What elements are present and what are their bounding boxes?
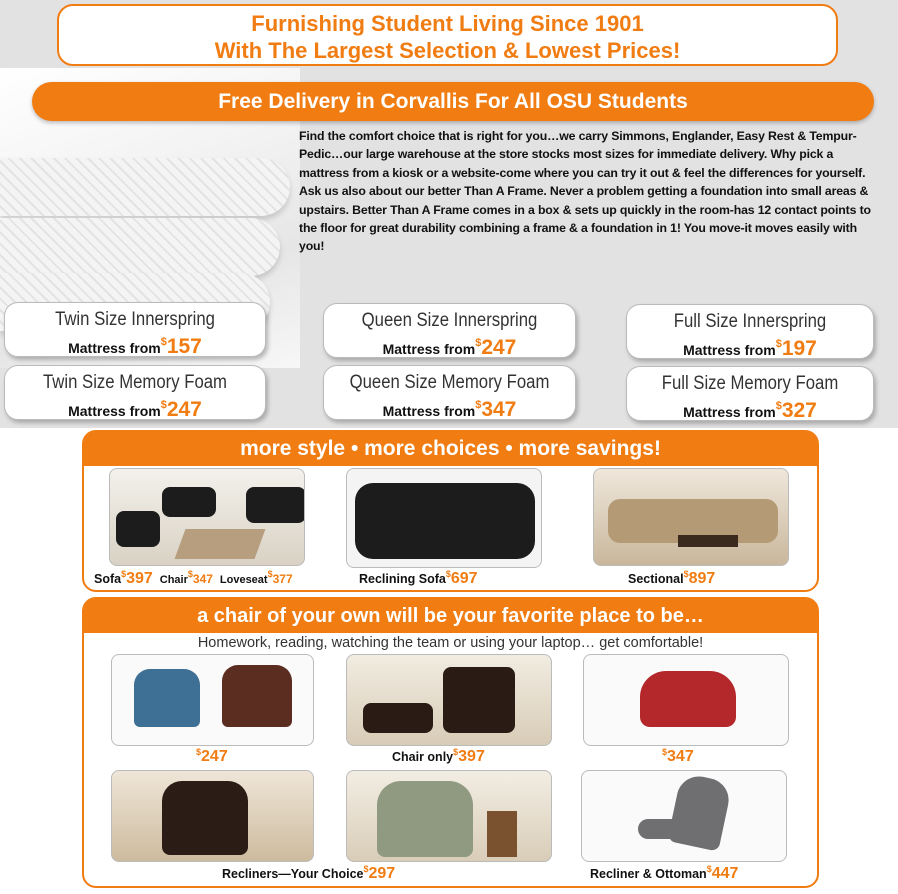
price: 197	[781, 337, 817, 360]
mattress-layer	[0, 218, 280, 276]
price: 247	[481, 336, 517, 359]
dollar-sign: $	[475, 399, 482, 411]
price: 447	[711, 865, 739, 882]
price-box-title: Queen Size Innerspring	[361, 310, 538, 331]
dollar-sign: $	[706, 864, 712, 874]
chairs-panel-heading: a chair of your own will be your favorite place to be…	[84, 599, 817, 633]
dollar-sign: $	[453, 747, 459, 757]
price: 347	[192, 572, 213, 586]
mattress-layer	[0, 158, 290, 216]
dollar-sign: $	[187, 569, 193, 579]
dollar-sign: $	[662, 747, 668, 757]
caption-sectional	[628, 569, 715, 588]
price-box-title: Full Size Innerspring	[673, 311, 827, 332]
caption-label: Reclining Sofa	[359, 572, 446, 586]
price-box-from: Mattress from	[683, 342, 776, 358]
price-box-title: Queen Size Memory Foam	[349, 372, 550, 393]
dollar-sign: $	[196, 747, 202, 757]
loveseat-shape	[162, 487, 216, 517]
price-box-queen-innerspring	[323, 303, 576, 358]
price: 157	[166, 335, 202, 358]
dollar-sign: $	[775, 338, 782, 350]
price: 247	[201, 748, 228, 765]
caption-label: Loveseat	[219, 574, 268, 586]
brown-chair-shape	[222, 665, 292, 727]
dark-recliner-photo	[111, 770, 314, 862]
price-box-from: Mattress from	[68, 403, 161, 419]
blue-chair-shape	[134, 669, 200, 727]
red-chair-shape	[640, 671, 736, 727]
price-box-from: Mattress from	[382, 341, 476, 357]
dollar-sign: $	[775, 400, 782, 412]
sectional-photo	[593, 468, 789, 566]
price-box-from: Mattress from	[683, 404, 776, 420]
caption-recliner-ottoman	[590, 864, 738, 883]
style-panel	[82, 430, 819, 592]
sage-recliner-photo	[346, 770, 552, 862]
dollar-sign: $	[160, 399, 167, 411]
caption-label: Sectional	[628, 572, 684, 586]
leather-chair-photo	[346, 654, 552, 746]
price: 327	[781, 399, 817, 422]
headline-line-1: Furnishing Student Living Since 1901	[251, 11, 644, 36]
price-box-twin-memory-foam	[4, 365, 266, 420]
price-box-from: Mattress from	[68, 340, 161, 356]
caption-recliners	[222, 864, 395, 883]
price: 347	[481, 398, 517, 421]
reclining-sofa-photo	[346, 468, 542, 568]
price: 397	[458, 748, 485, 765]
price: 247	[166, 398, 202, 421]
dollar-sign: $	[475, 337, 482, 349]
price-box-title: Twin Size Memory Foam	[43, 372, 227, 393]
price-box-queen-memory-foam	[323, 365, 576, 420]
caption-label: Sofa	[94, 572, 122, 586]
ottoman-shape	[363, 703, 433, 733]
caption-label: Recliners—Your Choice	[222, 867, 364, 881]
dollar-sign: $	[121, 569, 127, 579]
chairs-subheading: Homework, reading, watching the team or using your laptop… get comfortable!	[197, 635, 704, 651]
style-panel-heading: more style • more choices • more savings!	[84, 432, 817, 466]
price-box-full-innerspring	[626, 304, 874, 359]
caption-chair-only	[392, 747, 485, 766]
headline-line-2: With The Largest Selection & Lowest Prices!	[214, 38, 681, 63]
price-box-from: Mattress from	[382, 403, 476, 419]
sage-recliner-shape	[377, 781, 473, 857]
gray-ottoman-shape	[638, 819, 682, 839]
price: 897	[688, 570, 716, 587]
chairs-panel	[82, 597, 819, 888]
sofa-set-photo	[109, 468, 305, 566]
caption-red-chair	[662, 747, 694, 766]
reclining-sofa-shape	[355, 483, 535, 559]
side-table-shape	[487, 811, 517, 857]
dollar-sign: $	[160, 336, 167, 348]
price-box-title: Twin Size Innerspring	[55, 309, 215, 330]
price-box-title: Full Size Memory Foam	[661, 373, 839, 394]
intro-paragraph: Find the comfort choice that is right for you…we carry Simmons, Englander, Easy Rest & Tempur-Pedic…our large warehouse at the store stocks most sizes for immediate delivery. Why pick a mattress from a kiosk or a website-come where you can try it out & feel the differences for yourself. Ask us also about our better Than A Frame. Never a problem getting a foundation into small areas & upstairs. Better Than A Frame comes in a box & sets up quickly in the room-has 12 contact points to the floor for great durability combining a frame & a foundation in 1! You move-it moves easily with you!	[299, 129, 871, 254]
dollar-sign: $	[363, 864, 369, 874]
headline-box	[57, 4, 838, 66]
price: 397	[126, 570, 153, 587]
recliner-ottoman-photo	[581, 770, 787, 862]
dollar-sign: $	[683, 569, 689, 579]
gray-recliner-shape	[667, 772, 732, 851]
caption-accent-chairs	[196, 747, 228, 766]
caption-reclining-sofa	[359, 569, 478, 588]
price-box-full-memory-foam	[626, 366, 874, 421]
rug-shape	[175, 529, 266, 559]
chair-shape	[116, 511, 160, 547]
free-delivery-banner: Free Delivery in Corvallis For All OSU Students	[32, 82, 874, 121]
sofa-shape	[246, 487, 305, 523]
caption-sofa-set	[94, 569, 293, 588]
red-chair-photo	[583, 654, 789, 746]
caption-label: Chair	[159, 574, 188, 586]
price: 697	[450, 570, 478, 587]
caption-label: Recliner & Ottoman	[590, 867, 707, 881]
dollar-sign: $	[267, 569, 273, 579]
price-box-twin-innerspring	[4, 302, 266, 357]
price: 377	[272, 572, 293, 586]
dark-recliner-shape	[162, 781, 248, 855]
accent-chairs-photo	[111, 654, 314, 746]
price: 347	[667, 748, 694, 765]
coffee-table-shape	[678, 535, 738, 547]
caption-label: Chair only	[392, 750, 454, 764]
dollar-sign: $	[445, 569, 451, 579]
leather-chair-shape	[443, 667, 515, 733]
price: 297	[368, 865, 396, 882]
